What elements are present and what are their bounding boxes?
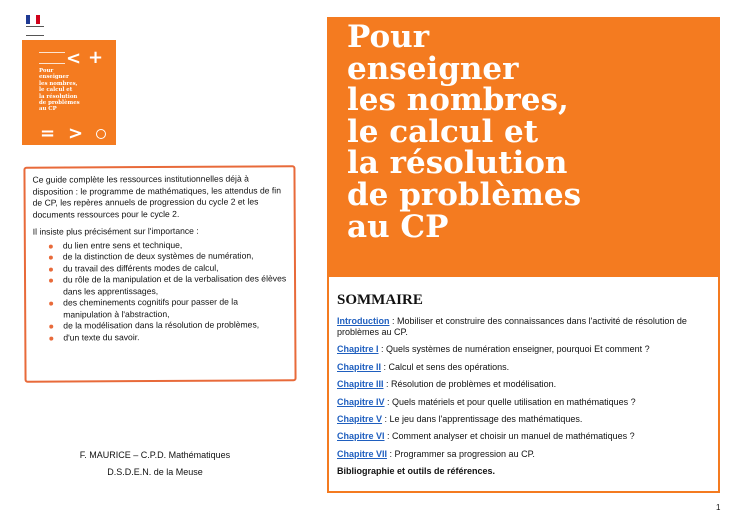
table-of-contents	[327, 276, 720, 493]
republic-logo-icon	[26, 15, 40, 24]
toc-link-chapitre-4[interactable]: Chapitre IV	[337, 396, 385, 407]
toc-item-chapitre-2: Chapitre II : Calcul et sens des opérations.	[337, 361, 510, 372]
greater-than-icon: >	[68, 123, 84, 144]
toc-link-chapitre-3[interactable]: Chapitre III	[337, 379, 384, 390]
cover-thumbnail	[22, 12, 116, 145]
bullet-icon	[49, 279, 53, 283]
toc-link-chapitre-6[interactable]: Chapitre VI	[337, 431, 385, 442]
bibliography-entry: Bibliographie et outils de références.	[337, 466, 496, 477]
author-institution: D.S.D.E.N. de la Meuse	[107, 467, 203, 477]
bullet-icon	[49, 244, 53, 248]
less-than-icon: <	[66, 48, 82, 69]
toc-link-chapitre-5[interactable]: Chapitre V	[337, 413, 383, 424]
toc-link-chapitre-7[interactable]: Chapitre VII	[337, 448, 388, 459]
title-line: au CP	[347, 208, 449, 245]
bullet-icon	[49, 302, 53, 306]
toc-item-introduction: Introduction : Mobiliser et construire des connaissances dans l'activité de résolution de problèmes au CP.	[337, 316, 687, 337]
toc-item-chapitre-7: Chapitre VII : Programmer sa progression au CP.	[337, 448, 535, 459]
list-item: de la distinction de deux systèmes de numération,	[33, 250, 287, 263]
cover-title: Pour enseigner les nombres, le calcul et la résolution de problèmes au CP	[39, 68, 80, 113]
title-line: le calcul et	[347, 113, 539, 150]
bullet-icon	[49, 256, 53, 260]
title-line: enseigner	[347, 50, 519, 87]
list-item: du lien entre sens et technique,	[33, 239, 287, 252]
cover-subtitle-lines-icon	[39, 52, 65, 64]
toc-link-introduction[interactable]: Introduction	[337, 316, 390, 326]
cover-header	[22, 12, 116, 40]
equals-icon: =	[40, 123, 56, 144]
bullet-icon	[49, 267, 53, 271]
bullet-icon	[49, 325, 53, 329]
title-line: de problèmes	[347, 176, 582, 213]
title-line: Pour	[347, 19, 430, 55]
toc-item-chapitre-5: Chapitre V : Le jeu dans l'apprentissage des mathématiques.	[337, 413, 583, 424]
badge-icon	[96, 129, 106, 139]
bullet-icon	[49, 336, 53, 340]
list-item: du travail des différents modes de calcul,	[33, 262, 287, 275]
title-line: la résolution	[347, 145, 568, 182]
toc-link-chapitre-2[interactable]: Chapitre II	[337, 361, 382, 372]
description-intro: Ce guide complète les ressources institutionnelles déjà à disposition : le programme de mathématiques, les attendus de fin de CP, les repères annuels de progression du cycle 2 et les documents ressources pour le cycle 2.	[32, 173, 281, 220]
toc-link-chapitre-1[interactable]: Chapitre I	[337, 344, 379, 355]
importance-list	[33, 239, 288, 344]
toc-item-chapitre-1: Chapitre I : Quels systèmes de numération enseigner, pourquoi Et comment ?	[337, 344, 650, 355]
page-number: 1	[716, 503, 721, 512]
description-lead: Il insiste plus précisément sur l'importance :	[32, 225, 199, 237]
toc-item-chapitre-6: Chapitre VI : Comment analyser et choisir un manuel de mathématiques ?	[337, 431, 635, 442]
list-item: de la modélisation dans la résolution de problèmes,	[33, 319, 287, 332]
toc-item-chapitre-3: Chapitre III : Résolution de problèmes et modélisation.	[337, 379, 557, 390]
ministry-text-icon	[26, 26, 44, 36]
toc-item-chapitre-4: Chapitre IV : Quels matériels et pour quelle utilisation en mathématiques ?	[337, 396, 636, 407]
title-line: les nombres,	[347, 82, 569, 119]
author-name: F. MAURICE – C.P.D. Mathématiques	[79, 450, 231, 460]
list-item: du rôle de la manipulation et de la verbalisation des élèves dans les apprentissages,	[33, 273, 287, 297]
plus-icon: +	[88, 47, 104, 68]
list-item: d'un texte du savoir.	[33, 331, 287, 344]
title-block	[327, 17, 720, 276]
description-box	[23, 165, 296, 382]
sommaire-heading: SOMMAIRE	[337, 292, 423, 308]
list-item: des cheminements cognitifs pour passer de la manipulation à l'abstraction,	[33, 296, 287, 320]
